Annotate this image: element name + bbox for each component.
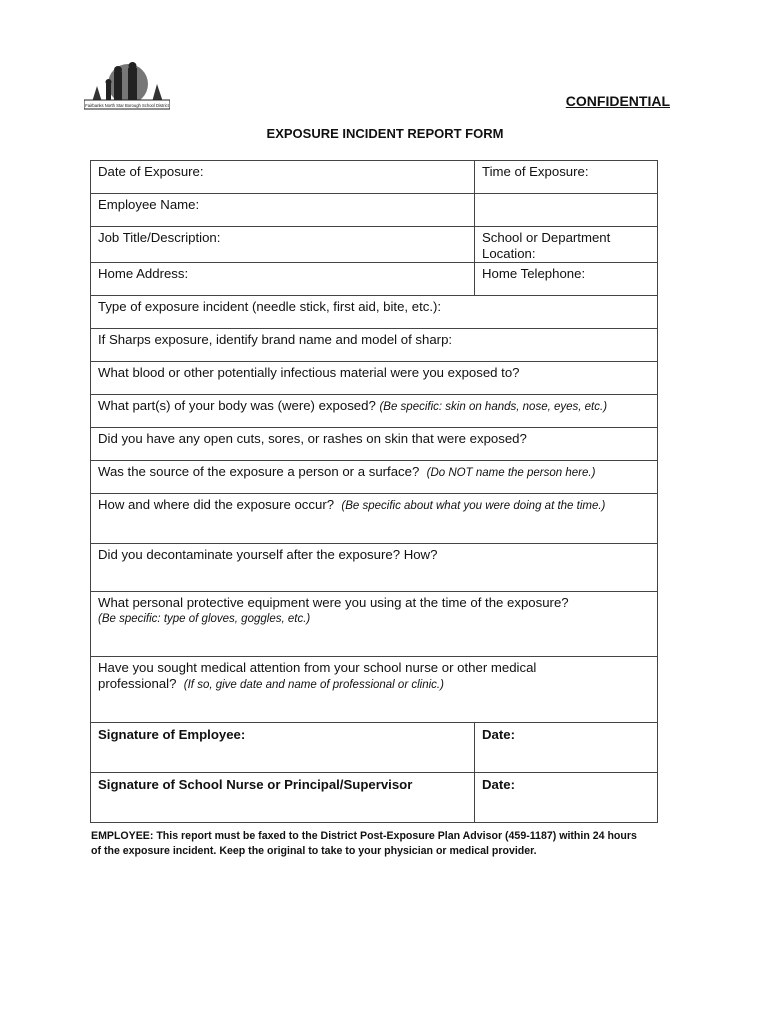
ppe-hint: (Be specific: type of gloves, goggles, etc.) — [98, 613, 311, 625]
employee-date-label: Date: — [482, 727, 515, 742]
district-logo — [84, 62, 170, 110]
medical-hint: (If so, give date and name of professional or clinic.) — [183, 679, 444, 691]
school-location-label: School or Department Location: — [482, 230, 611, 261]
home-address-field[interactable] — [91, 263, 475, 296]
decontaminate-field[interactable] — [91, 544, 658, 592]
job-title-label: Job Title/Description: — [98, 230, 221, 245]
how-where-field[interactable] — [91, 494, 658, 544]
home-address-label: Home Address: — [98, 266, 189, 281]
employee-name-field[interactable] — [91, 194, 475, 227]
time-of-exposure-field[interactable] — [475, 161, 658, 194]
employee-signature-field[interactable] — [91, 723, 475, 773]
job-title-field[interactable] — [91, 227, 475, 263]
employee-name-extra-field[interactable] — [475, 194, 658, 227]
open-cuts-label: Did you have any open cuts, sores, or rashes on skin that were exposed? — [98, 431, 527, 446]
school-location-field[interactable] — [475, 227, 658, 263]
confidential-label: CONFIDENTIAL — [565, 93, 670, 109]
source-hint: (Do NOT name the person here.) — [426, 467, 596, 479]
employee-signature-date-field[interactable] — [475, 723, 658, 773]
employee-signature-label: Signature of Employee: — [98, 727, 246, 742]
employee-name-label: Employee Name: — [98, 197, 200, 212]
nurse-date-label: Date: — [482, 777, 515, 792]
body-parts-label: What part(s) of your body was (were) exposed? — [98, 398, 376, 413]
incident-type-label: Type of exposure incident (needle stick, first aid, bite, etc.): — [98, 299, 442, 314]
logo-text: Fairbanks North Star Borough School District — [85, 103, 169, 108]
how-where-hint: (Be specific about what you were doing at the time.) — [341, 500, 606, 512]
nurse-signature-label: Signature of School Nurse or Principal/Supervisor — [98, 777, 413, 792]
decontaminate-label: Did you decontaminate yourself after the exposure? How? — [98, 547, 438, 562]
material-label: What blood or other potentially infectious material were you exposed to? — [98, 365, 520, 380]
body-parts-hint: (Be specific: skin on hands, nose, eyes, etc.) — [379, 401, 608, 413]
medical-label-line2: professional? — [98, 676, 177, 691]
footer-instructions — [91, 829, 691, 859]
sharps-field[interactable] — [91, 329, 658, 362]
open-cuts-field[interactable] — [91, 428, 658, 461]
date-of-exposure-field[interactable] — [91, 161, 475, 194]
medical-attention-field[interactable] — [91, 657, 658, 723]
medical-label-line1: Have you sought medical attention from your school nurse or other medical — [98, 660, 537, 675]
exposure-form-table — [90, 160, 658, 823]
footer-line-2: of the exposure incident. Keep the original to take to your physician or medical provider. — [91, 845, 537, 857]
how-where-label: How and where did the exposure occur? — [98, 497, 335, 512]
date-of-exposure-label: Date of Exposure: — [98, 164, 204, 179]
form-title: EXPOSURE INCIDENT REPORT FORM — [266, 126, 504, 141]
time-of-exposure-label: Time of Exposure: — [482, 164, 589, 179]
footer-line-1: EMPLOYEE: This report must be faxed to the District Post-Exposure Plan Advisor (459-1187) within 24 hours — [91, 830, 637, 842]
home-telephone-label: Home Telephone: — [482, 266, 586, 281]
source-label: Was the source of the exposure a person or a surface? — [98, 464, 420, 479]
incident-type-field[interactable] — [91, 296, 658, 329]
source-field[interactable] — [91, 461, 658, 494]
material-field[interactable] — [91, 362, 658, 395]
sharps-label: If Sharps exposure, identify brand name and model of sharp: — [98, 332, 453, 347]
nurse-signature-field[interactable] — [91, 773, 475, 823]
home-telephone-field[interactable] — [475, 263, 658, 296]
body-parts-field[interactable] — [91, 395, 658, 428]
ppe-label: What personal protective equipment were you using at the time of the exposure? — [98, 595, 569, 610]
nurse-signature-date-field[interactable] — [475, 773, 658, 823]
ppe-field[interactable] — [91, 592, 658, 657]
